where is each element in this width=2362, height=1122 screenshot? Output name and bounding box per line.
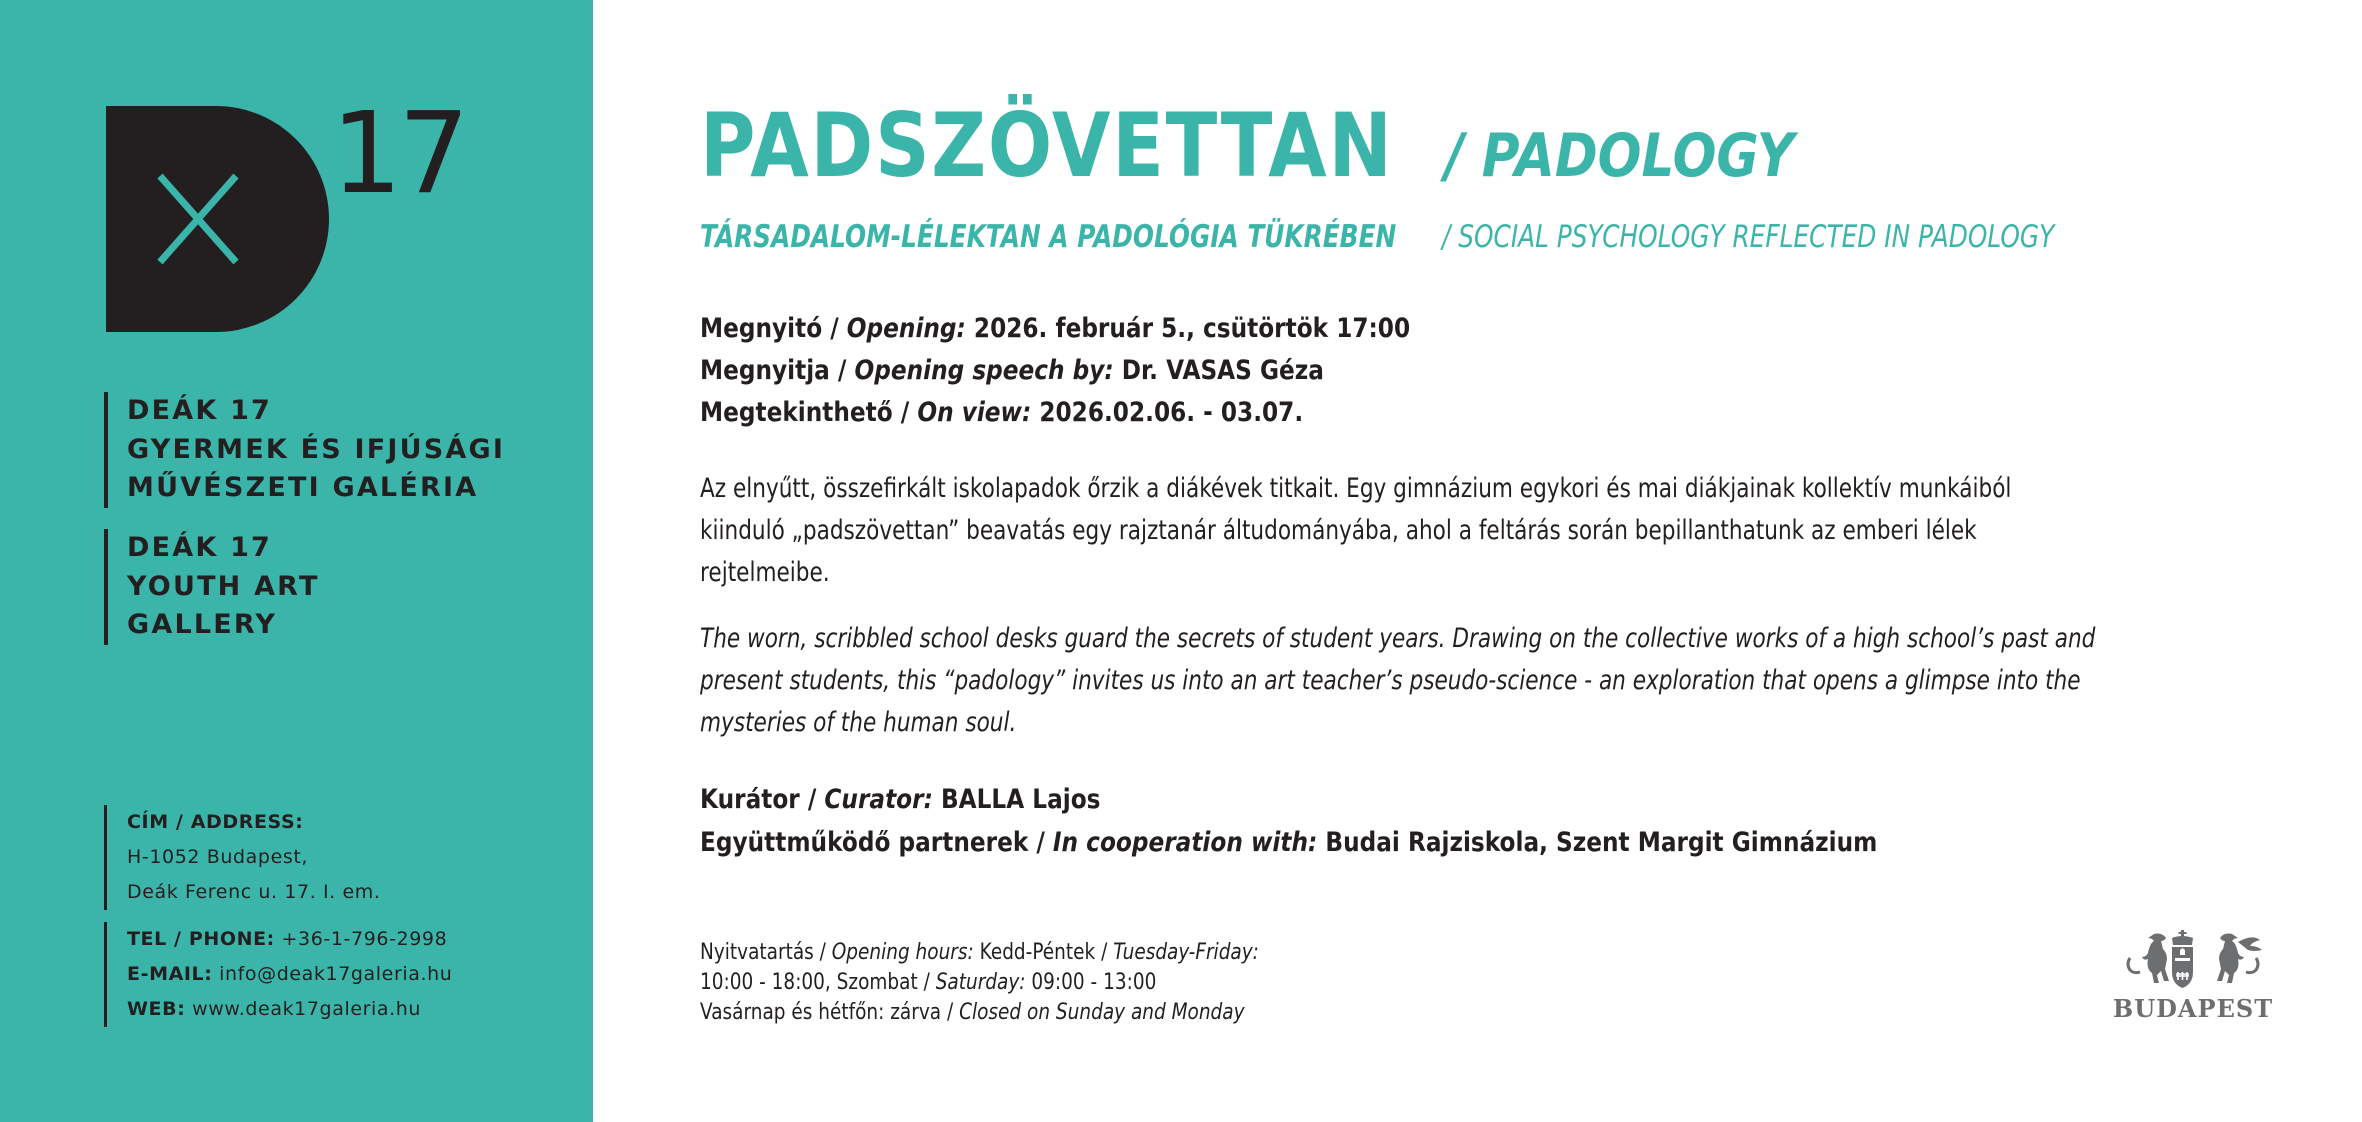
description-hu-line: rejtelmeibe. bbox=[700, 557, 830, 588]
hours-text: 10:00 - 18:00, Szombat / bbox=[700, 970, 936, 995]
on-view-row bbox=[700, 392, 1410, 434]
on-view-label-en: On view: bbox=[917, 397, 1032, 428]
credits bbox=[700, 778, 2069, 864]
hours-text-en: Saturday: bbox=[935, 970, 1026, 995]
description-hu-line: kiinduló „padszövettan” beavatás egy rajztanár áltudományába, ahol a feltárás során bepillanthatunk az emberi lélek bbox=[700, 515, 1977, 546]
description-hu-line: Az elnyűtt, összefirkált iskolapadok őrzik a diákévek titkait. Egy gimnázium egykori és mai diákjainak kollektív munkáiból bbox=[700, 473, 2012, 504]
subtitle-hu: TÁRSADALOM-LÉLEKTAN A PADOLÓGIA TÜKRÉBEN bbox=[700, 219, 1397, 255]
address-line-2: Deák Ferenc u. 17. I. em. bbox=[127, 881, 381, 903]
web-row bbox=[127, 992, 452, 1027]
deak17-logo-mark bbox=[106, 89, 466, 332]
speech-label-en: Opening speech by: bbox=[854, 355, 1114, 386]
partners-value: Budai Rajziskola, Szent Margit Gimnázium bbox=[1317, 827, 1878, 858]
hours-text: 09:00 - 13:00 bbox=[1025, 970, 1157, 995]
partners-row bbox=[700, 821, 1877, 864]
hours-text: Kedd-Péntek / bbox=[973, 940, 1114, 965]
subtitle bbox=[700, 219, 2055, 255]
opening-value: 2026. február 5., csütörtök 17:00 bbox=[965, 313, 1411, 344]
address-block bbox=[104, 805, 381, 910]
email-row bbox=[127, 957, 452, 992]
partners-label-en: In cooperation with: bbox=[1052, 827, 1318, 858]
hours-row-1 bbox=[700, 938, 1259, 968]
phone-row bbox=[127, 922, 452, 957]
gallery-name-hu bbox=[104, 392, 505, 508]
description-en bbox=[700, 618, 2196, 744]
speech-row bbox=[700, 350, 1410, 392]
gallery-name-hu-line: GYERMEK ÉS IFJÚSÁGI bbox=[127, 433, 506, 465]
hours-text: Nyitvatartás / bbox=[700, 940, 832, 965]
description-hu bbox=[700, 468, 2196, 594]
address-line-1: H-1052 Budapest, bbox=[127, 846, 309, 868]
subtitle-en: / SOCIAL PSYCHOLOGY REFLECTED IN PADOLOGY bbox=[1442, 219, 2055, 255]
deak17-logo bbox=[106, 89, 466, 332]
curator-value: BALLA Lajos bbox=[932, 784, 1101, 815]
gallery-name-en-line: YOUTH ART bbox=[127, 570, 320, 602]
partners-label-hu: Együttműködő partnerek / bbox=[700, 827, 1053, 858]
contact-block bbox=[104, 922, 452, 1027]
curator-label-en: Curator: bbox=[824, 784, 933, 815]
opening-row bbox=[700, 308, 1410, 350]
curator-label-hu: Kurátor / bbox=[700, 784, 825, 815]
logo-number: 17 bbox=[331, 89, 466, 219]
email-link[interactable]: info@deak17galeria.hu bbox=[219, 963, 453, 985]
on-view-label-hu: Megtekinthető / bbox=[700, 397, 918, 428]
opening-label-hu: Megnyitó / bbox=[700, 313, 847, 344]
hours-text-en: Tuesday-Friday: bbox=[1113, 940, 1259, 965]
budapest-coat-of-arms-icon bbox=[2120, 928, 2266, 992]
opening-hours bbox=[700, 938, 1365, 1028]
speech-value: Dr. VASAS Géza bbox=[1113, 355, 1324, 386]
title-hu: PADSZÖVETTAN bbox=[700, 94, 1394, 197]
speech-label-hu: Megnyitja / bbox=[700, 355, 855, 386]
description-en-line: present students, this “padology” invites us into an art teacher’s pseudo-science - an exploration that opens a glimpse into the bbox=[700, 665, 2081, 696]
hours-text-en: Closed on Sunday and Monday bbox=[959, 1000, 1245, 1025]
hours-row-2 bbox=[700, 968, 1259, 998]
description-en-line: mysteries of the human soul. bbox=[700, 707, 1017, 738]
budapest-logo bbox=[2112, 928, 2274, 1024]
hours-row-3 bbox=[700, 998, 1259, 1028]
on-view-value: 2026.02.06. - 03.07. bbox=[1031, 397, 1304, 428]
opening-label-en: Opening: bbox=[846, 313, 966, 344]
gallery-name-hu-line: MŰVÉSZETI GALÉRIA bbox=[127, 472, 479, 503]
web-label: WEB: bbox=[127, 998, 186, 1020]
address-label: CÍM / ADDRESS: bbox=[127, 811, 304, 833]
hours-text-en: Opening hours: bbox=[831, 940, 974, 965]
description-en-line: The worn, scribbled school desks guard the secrets of student years. Drawing on the collective works of a high school’s past and bbox=[700, 623, 2096, 654]
hours-text: Vasárnap és hétfőn: zárva / bbox=[700, 1000, 960, 1025]
email-label: E-MAIL: bbox=[127, 963, 213, 985]
gallery-name-hu-line: DEÁK 17 bbox=[127, 395, 273, 426]
curator-row bbox=[700, 778, 1877, 821]
phone-value[interactable]: +36-1-796-2998 bbox=[281, 928, 448, 950]
page-title bbox=[700, 94, 1795, 197]
budapest-logo-text: BUDAPEST bbox=[2112, 994, 2274, 1023]
title-en: / PADOLOGY bbox=[1445, 121, 1795, 191]
gallery-name-en bbox=[104, 529, 320, 645]
phone-label: TEL / PHONE: bbox=[127, 928, 275, 950]
gallery-name-en-line: DEÁK 17 bbox=[127, 532, 273, 563]
web-link[interactable]: www.deak17galeria.hu bbox=[192, 998, 422, 1020]
logo-letter-d bbox=[106, 106, 329, 332]
sidebar-panel bbox=[0, 0, 593, 1122]
gallery-name-en-line: GALLERY bbox=[127, 609, 278, 640]
event-info bbox=[700, 308, 1526, 434]
